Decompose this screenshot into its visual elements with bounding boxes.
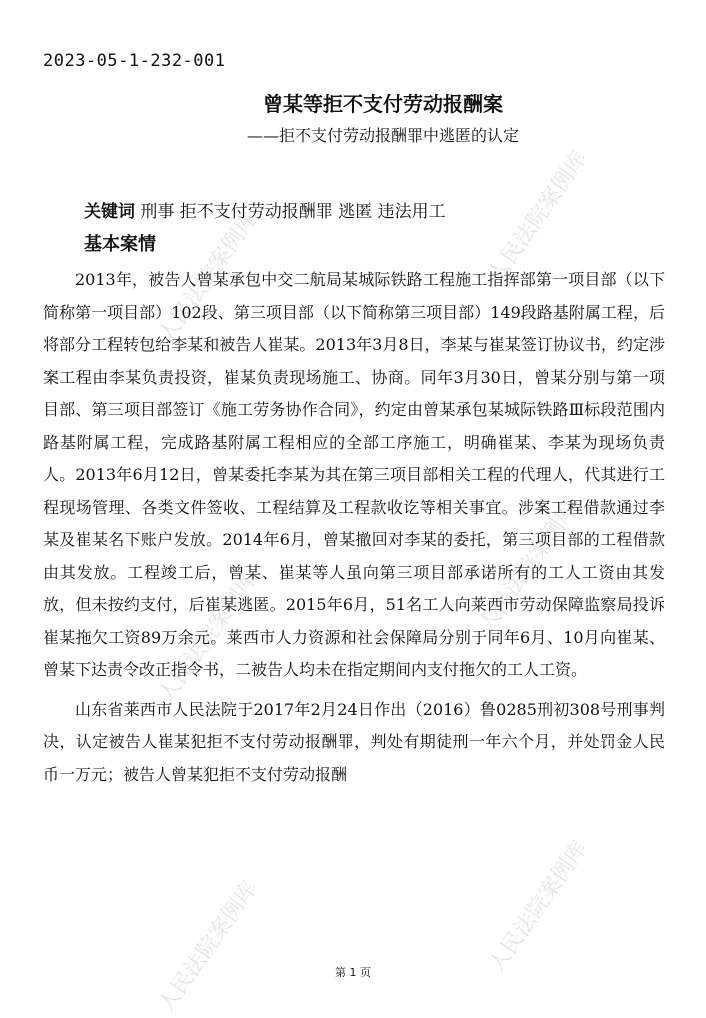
watermark: 人民法院案例库 [154,876,263,1018]
paragraph: 2013年，被告人曾某承包中交二航局某城际铁路工程施工指挥部第一项目部（以下简称第一项目部）102段、第三项目部（以下简称第三项目部）149段路基附属工程，后将部分工程转包给李某和被告人崔某。2013年3月8日，李某与崔某签订协议书，约定涉案工程由李某负责投资，崔某负责现场施工、协商。同年3月30日，曾某分别与第一项目部、第三项目部签订《施工劳务协作合同》，约定由曾某承包某城际铁路Ⅲ标段范围内路基附属工程，完成路基附属工程相应的全部工序施工，明确崔某、李某为现场负责人。2013年6月12日，曾某委托李某为其在第三项目部相关工程的代理人，代其进行工程现场管理、各类文件签收、工程结算及工程款收讫等相关事宜。涉案工程借款通过李某及崔某名下账户发放。2014年6月，曾某撤回对李某的委托，第三项目部的工程借款由其发放。工程竣工后，曾某、崔某等人虽向第三项目部承诺所有的工人工资由其发放，但未按约支付，后崔某逃匿。2015年6月，51名工人向莱西市劳动保障监察局投诉崔某拖欠工资89万余元。莱西市人力资源和社会保障局分别于同年6月、10月向崔某、曾某下达责令改正指令书，二被告人均未在指定期间内支付拖欠的工人工资。 [43,270,665,679]
keywords-values: 刑事 拒不支付劳动报酬罪 逃匿 违法用工 [140,202,446,222]
body-text [43,264,665,791]
document-title: 曾某等拒不支付劳动报酬案 [263,92,503,116]
section-heading: 基本案情 [84,234,156,255]
document-subtitle: ——拒不支付劳动报酬罪中逃匿的认定 [247,126,520,145]
page-number: 第 1 页 [335,966,371,979]
watermark: 人民法院案例库 [484,836,593,978]
paragraph: 山东省莱西市人民法院于2017年2月24日作出（2016）鲁0285刑初308号刑事判决，认定被告人崔某犯拒不支付劳动报酬罪，判处有期徒刑一年六个月，并处罚金人民币一万元；被告人曾某犯拒不支付劳动报酬 [43,699,665,784]
watermark: 人民法院案例库 [154,206,263,348]
watermark: 人民法院案例库 [154,566,263,708]
keywords-line [84,197,446,222]
watermark: 人民法院案例库 [484,146,593,288]
document-id: 2023-05-1-232-001 [43,51,226,71]
keywords-label: 关键词 [84,202,135,222]
watermark: 人民法院案例库 [474,496,583,638]
